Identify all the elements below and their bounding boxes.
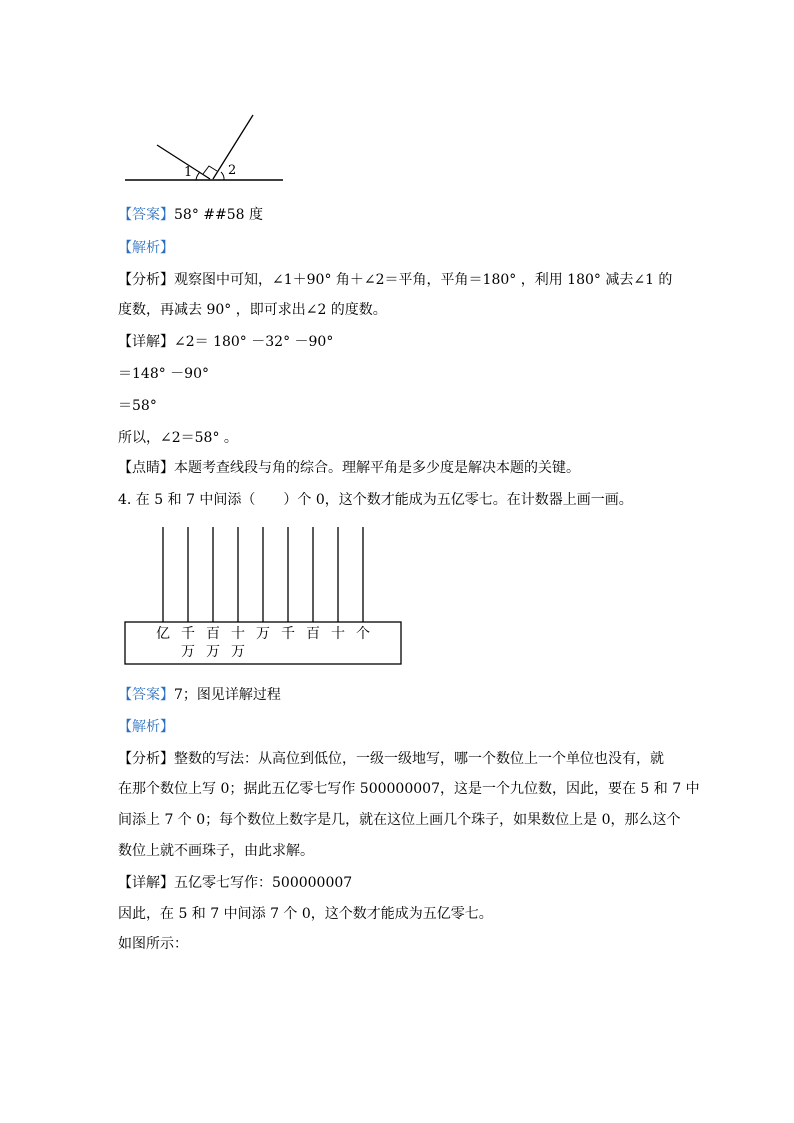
xiangjie-tag: 【详解】 — [118, 875, 174, 891]
q3-fenxi-line2: 度数，再减去 90° ，即可求出∠2 的度数。 — [118, 302, 387, 318]
abacus-place-label: 千 — [181, 626, 195, 642]
abacus-place-label: 千 — [281, 626, 295, 642]
abacus-place-label-sub: 万 — [206, 644, 220, 660]
analysis-tag: 【解析】 — [118, 719, 174, 735]
q4-xiangjie-line3: 如图所示： — [118, 936, 188, 952]
abacus-place-label: 百 — [306, 626, 320, 642]
q3-calc-line3: ＝58° — [118, 398, 157, 414]
answer-tag: 【答案】 — [118, 687, 174, 703]
q4-xiangjie-line2: 因此，在 5 和 7 中间添 7 个 0，这个数才能成为五亿零七。 — [118, 906, 493, 922]
fenxi-tag: 【分析】 — [118, 272, 174, 288]
q3-conclusion: 所以，∠2＝58° 。 — [118, 430, 238, 446]
xiangjie-text: ∠2＝ 180° －32° －90° — [174, 334, 334, 350]
abacus-place-label-sub: 万 — [231, 644, 245, 660]
q4-fenxi-line4: 数位上就不画珠子，由此求解。 — [118, 843, 314, 859]
answer-text: 58° ##58 度 — [174, 207, 263, 223]
xiangjie-text: 五亿零七写作：500000007 — [174, 875, 353, 891]
abacus-place-label: 万 — [256, 626, 270, 642]
abacus-place-label-sub: 万 — [181, 644, 195, 660]
fenxi-text: 整数的写法：从高位到低位，一级一级地写，哪一个数位上一个单位也没有，就 — [174, 751, 664, 767]
abacus-place-label: 百 — [206, 626, 220, 642]
q4-analysis-heading — [118, 717, 174, 737]
fenxi-tag: 【分析】 — [118, 751, 174, 767]
dianjing-text: 本题考查线段与角的综合。理解平角是多少度是解决本题的关键。 — [174, 460, 580, 476]
angle-label-1: 1 — [184, 165, 193, 180]
abacus-place-label: 个 — [356, 626, 370, 642]
q4-xiangjie — [118, 873, 352, 893]
abacus-place-label: 十 — [331, 626, 345, 642]
answer-text: 7；图见详解过程 — [174, 687, 281, 703]
abacus-place-label: 十 — [231, 626, 245, 642]
answer-tag: 【答案】 — [118, 207, 174, 223]
angle-label-2: 2 — [228, 163, 237, 178]
abacus-place-label: 亿 — [156, 626, 170, 642]
q4-fenxi-line3: 间添上 7 个 0；每个数位上数字是几，就在这位上画几个珠子，如果数位上是 0，那么这个 — [118, 812, 681, 828]
q4-fenxi-line1 — [118, 749, 664, 769]
dianjing-tag: 【点睛】 — [118, 460, 174, 476]
q4-answer — [118, 685, 281, 705]
q4-question: 4. 在 5 和 7 中间添（ ）个 0，这个数才能成为五亿零七。在计数器上画一画。 — [118, 492, 633, 508]
xiangjie-tag: 【详解】 — [118, 334, 174, 350]
fenxi-text: 观察图中可知，∠1＋90° 角＋∠2＝平角，平角＝180° ，利用 180° 减去∠1 的 — [174, 272, 673, 288]
q4-fenxi-line2: 在那个数位上写 0；据此五亿零七写作 500000007，这是一个九位数，因此，要在 5 和 7 中 — [118, 781, 700, 797]
analysis-tag: 【解析】 — [118, 240, 174, 256]
q3-calc-line2: ＝148° －90° — [118, 366, 209, 382]
